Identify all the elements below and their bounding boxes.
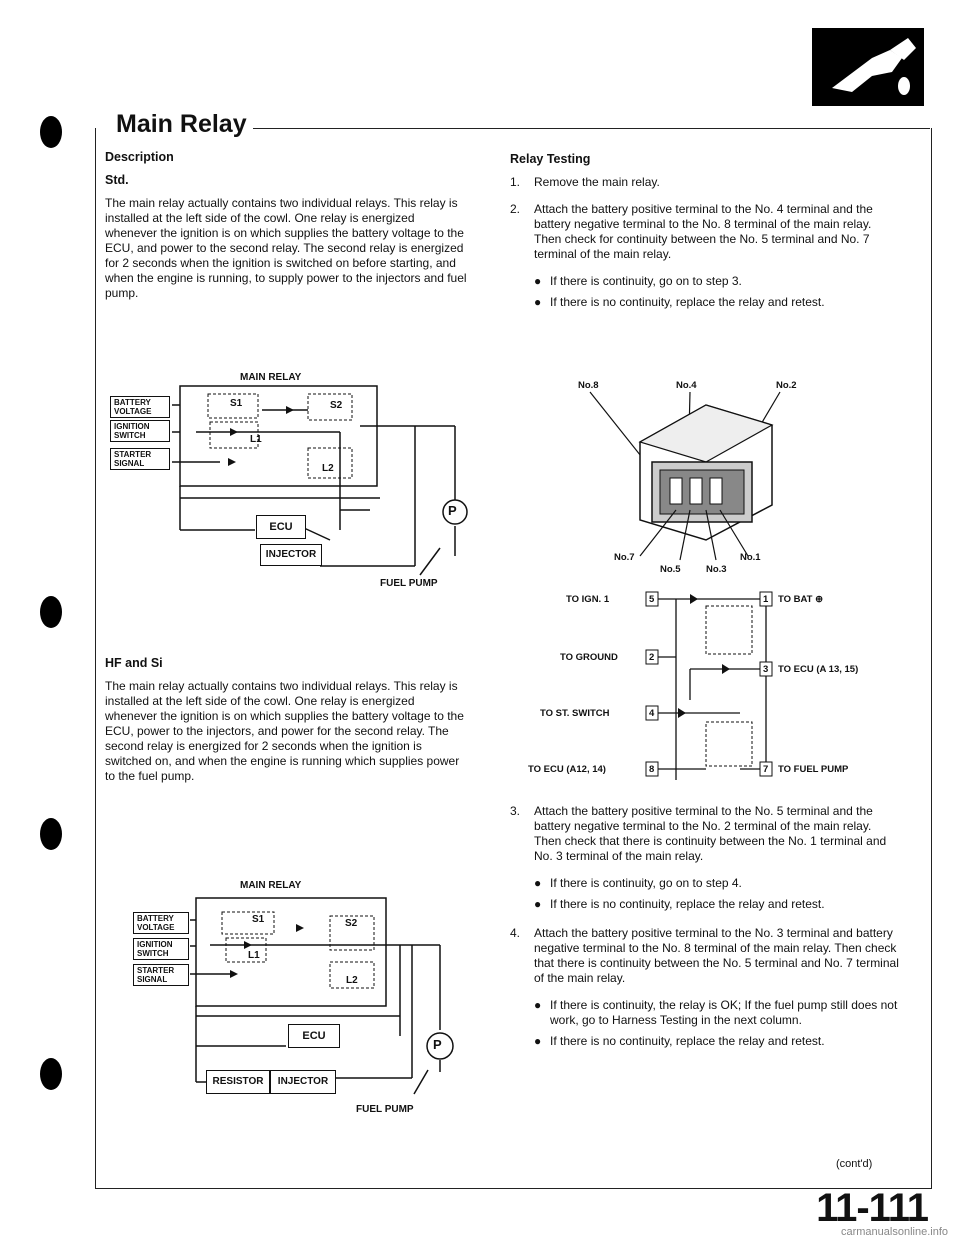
diagram1-ignition-box: IGNITION SWITCH xyxy=(110,420,170,442)
page-title: Main Relay xyxy=(110,110,253,139)
diagram1-injector-box: INJECTOR xyxy=(260,544,322,566)
step-4 xyxy=(510,926,900,986)
diagram2-ecu-box: ECU xyxy=(288,1024,340,1048)
schematic-pin-5: 5 xyxy=(649,594,655,605)
connector-no3-label: No.3 xyxy=(706,564,727,575)
bullet-icon: ● xyxy=(534,1034,542,1048)
connector-no2-label: No.2 xyxy=(776,380,797,391)
schematic-to-st-label: TO ST. SWITCH xyxy=(540,708,610,719)
diagram1-fuel-pump-label: FUEL PUMP xyxy=(380,578,438,589)
bullet-icon: ● xyxy=(534,295,542,309)
bullet-icon: ● xyxy=(534,274,542,288)
schematic-to-fuel-pump-label: TO FUEL PUMP xyxy=(778,764,849,775)
step-2-number: 2. xyxy=(510,202,521,216)
description-heading: Description xyxy=(105,150,174,164)
step-3 xyxy=(510,804,900,864)
bullet-icon: ● xyxy=(534,876,542,890)
step-4-number: 4. xyxy=(510,926,521,940)
continued-note: (cont'd) xyxy=(836,1158,873,1170)
std-heading: Std. xyxy=(105,173,129,187)
hf-description: The main relay actually contains two individual relays. This relay is installed at the left side of the cowl. One relay is energized whenever the ignition is on which supplies the battery voltage to the ECU, power to the injectors, and power for the second relay. The second relay is energized for 2 seconds when the ignition is switched on, and when the engine is running which supplies power to the fuel pump. xyxy=(105,679,464,783)
step-2-bullet-2: ● If there is no continuity, replace the relay and retest. xyxy=(534,295,825,309)
page-number: 11-111 xyxy=(816,1186,928,1230)
diagram1-starter-box: STARTER SIGNAL xyxy=(110,448,170,470)
bullet-icon: ● xyxy=(534,897,542,911)
schematic-pin-4: 4 xyxy=(649,708,655,719)
step-4-bullet-1: ● If there is continuity, the relay is OK; If the fuel pump still does not work, go to Harness Testing in the next column. xyxy=(534,998,898,1027)
diagram2-resistor-box: RESISTOR xyxy=(206,1070,270,1094)
right-column-bottom xyxy=(510,804,900,1055)
step-4-bullet-2: ● If there is no continuity, replace the relay and retest. xyxy=(534,1034,825,1048)
diagram2-title: MAIN RELAY xyxy=(240,880,302,891)
step-1-number: 1. xyxy=(510,175,521,189)
diagram2-injector-box: INJECTOR xyxy=(270,1070,336,1094)
diagram2-fuel-pump-label: FUEL PUMP xyxy=(356,1104,414,1115)
schematic-to-bat-label: TO BAT ⊕ xyxy=(778,594,824,605)
connector-no5-label: No.5 xyxy=(660,564,681,575)
schematic-to-ecu-a12-label: TO ECU (A12, 14) xyxy=(528,764,606,775)
diagram2-s1-label: S1 xyxy=(252,914,265,925)
diagram1-s2-label: S2 xyxy=(330,400,343,411)
step-3-bullet-1: ● If there is continuity, go on to step 4. xyxy=(534,876,742,890)
diagram1-l2-label: L2 xyxy=(322,463,334,474)
hf-heading: HF and Si xyxy=(105,656,163,670)
diagram2-starter-box: STARTER SIGNAL xyxy=(133,964,189,986)
step-3-number: 3. xyxy=(510,804,521,818)
diagram1-battery-box: BATTERY VOLTAGE xyxy=(110,396,170,418)
step-1-text: Remove the main relay. xyxy=(534,175,660,189)
schematic-pin-7: 7 xyxy=(763,764,769,775)
schematic-to-ground-label: TO GROUND xyxy=(560,652,618,663)
schematic-pin-3: 3 xyxy=(763,664,769,675)
connector-no7-label: No.7 xyxy=(614,552,635,563)
bullet-icon: ● xyxy=(534,998,542,1012)
diagram1-s1-label: S1 xyxy=(230,398,243,409)
std-description: The main relay actually contains two individual relays. This relay is installed at the left side of the cowl. One relay is energized whenever the ignition is on which supplies the battery voltage to the ECU, and power to the second relay. The second relay is energized for 2 seconds when the ignition is switched on before starting, and when the engine is running, to supply power to the injectors and fuel pump. xyxy=(105,196,467,300)
schematic-pin-2: 2 xyxy=(649,652,655,663)
diagram2-pump-symbol: P xyxy=(433,1037,442,1052)
step-3-text: Attach the battery positive terminal to the No. 5 terminal and the battery negative terminal to the No. 2 terminal of the main relay. Then check that there is continuity between the No. 1 terminal and No. 3 terminal of the main relay. xyxy=(534,804,887,863)
diagram2-ignition-box: IGNITION SWITCH xyxy=(133,938,189,960)
diagram2-battery-box: BATTERY VOLTAGE xyxy=(133,912,189,934)
schematic-to-ign-label: TO IGN. 1 xyxy=(566,594,610,605)
connector-no4-label: No.4 xyxy=(676,380,697,391)
schematic-pin-8: 8 xyxy=(649,764,655,775)
diagram1-pump-symbol: P xyxy=(448,503,457,518)
schematic-to-ecu-a13-label: TO ECU (A 13, 15) xyxy=(778,664,859,675)
step-2-bullet-1: ● If there is continuity, go on to step 3. xyxy=(534,274,742,288)
connector-no8-label: No.8 xyxy=(578,380,599,391)
watermark: carmanualsonline.info xyxy=(840,1226,948,1238)
diagram1-title: MAIN RELAY xyxy=(240,372,302,383)
step-2-text: Attach the battery positive terminal to the No. 4 terminal and the battery negative terminal to the No. 8 terminal of the main relay. Then check for continuity between the No. 5 terminal and No. 7 terminal of the main relay. xyxy=(534,202,873,261)
relay-testing-heading: Relay Testing xyxy=(510,152,591,166)
step-4-text: Attach the battery positive terminal to the No. 3 terminal and battery negative terminal to the No. 8 terminal of the main relay. Then check that there is continuity between the No. 5 terminal and No. 7 terminal of the main relay. xyxy=(534,926,899,985)
diagram2-l1-label: L1 xyxy=(248,950,260,961)
connector-no1-label: No.1 xyxy=(740,552,761,563)
diagram1-l1-label: L1 xyxy=(250,434,262,445)
diagram2-s2-label: S2 xyxy=(345,918,358,929)
diagram2-l2-label: L2 xyxy=(346,975,358,986)
schematic-pin-1: 1 xyxy=(763,594,769,605)
step-3-bullet-2: ● If there is no continuity, replace the relay and retest. xyxy=(534,897,825,911)
diagram1-ecu-box: ECU xyxy=(256,515,306,539)
